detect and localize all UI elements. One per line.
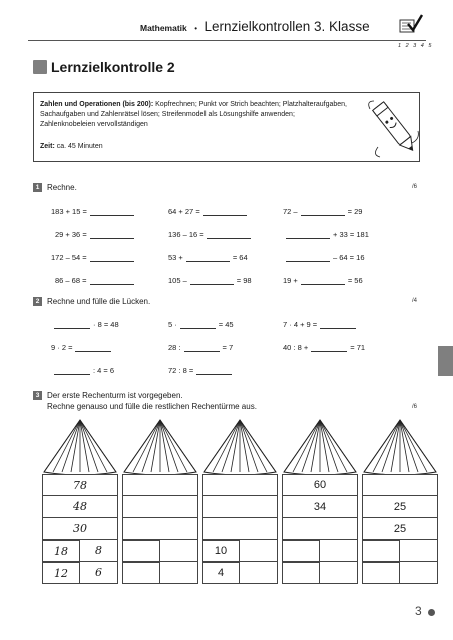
grade-levels: 1 2 3 4 5 xyxy=(398,43,433,49)
answer-blank[interactable] xyxy=(311,343,347,352)
answer-blank[interactable] xyxy=(90,207,134,216)
task2-heading xyxy=(33,296,150,307)
task2-equation xyxy=(168,320,234,329)
answer-blank[interactable] xyxy=(184,343,220,352)
equation-text: = 56 xyxy=(347,276,363,285)
task3-number: 3 xyxy=(33,391,42,400)
equation-text: = 98 xyxy=(236,276,252,285)
calc-tower xyxy=(282,418,358,584)
header-divider xyxy=(28,40,426,41)
tower-cell[interactable] xyxy=(202,518,278,540)
equation-text: 29 + 36 = xyxy=(55,230,87,239)
equation-text: 72 – xyxy=(283,207,298,216)
equation-text: – 64 = 16 xyxy=(333,253,365,262)
equation-text: = 7 xyxy=(222,343,234,352)
task1-equation xyxy=(55,276,137,285)
page-number-dot xyxy=(428,609,435,616)
equation-text: = 29 xyxy=(347,207,363,216)
task2-number: 2 xyxy=(33,297,42,306)
answer-blank[interactable] xyxy=(180,320,216,329)
task1-heading xyxy=(33,182,77,193)
title-marker-icon xyxy=(33,60,47,74)
tower-split-row xyxy=(282,562,358,584)
equation-text: 9 · 2 = xyxy=(51,343,73,352)
tower-roof-icon xyxy=(362,418,438,474)
task2-equation xyxy=(283,343,365,352)
test-title-text: Lernzielkontrolle 2 xyxy=(51,59,175,75)
tower-roof-icon xyxy=(202,418,278,474)
tower-cells xyxy=(42,474,118,584)
tower-split-row xyxy=(202,562,278,584)
tower-cell: 18 xyxy=(42,540,80,562)
task3-line1: Der erste Rechenturm ist vorgegeben. xyxy=(47,391,183,400)
task1-equation xyxy=(283,230,369,239)
answer-blank[interactable] xyxy=(286,230,330,239)
task2-equation xyxy=(168,366,235,375)
tower-cell: 60 xyxy=(282,474,358,496)
answer-blank[interactable] xyxy=(203,207,247,216)
tower-cell: 25 xyxy=(362,496,438,518)
equation-text: 7 · 4 + 9 = xyxy=(283,320,318,329)
checkmark-icon xyxy=(398,14,424,36)
task1-number: 1 xyxy=(33,183,42,192)
tower-cell[interactable] xyxy=(122,518,198,540)
equation-text: = 45 xyxy=(218,320,234,329)
tower-cell[interactable] xyxy=(362,562,400,584)
answer-blank[interactable] xyxy=(90,230,134,239)
equation-text: 40 : 8 + xyxy=(283,343,309,352)
task2-equation xyxy=(283,320,359,329)
header-title: Lernzielkontrollen 3. Klasse xyxy=(204,19,370,34)
answer-blank[interactable] xyxy=(90,276,134,285)
task3-line2: Rechne genauso und fülle die restlichen Rechentürme aus. xyxy=(47,402,257,411)
calc-tower xyxy=(202,418,278,584)
topics-description: Kopfrechnen; Punkt vor Strich beachten; Platzhalteraufgaben, Sachaufgaben und Zahlenrätsel lösen; Streifenmodell als Lösungshilfe anwenden; Zahlenknobeleien vervollständigen xyxy=(40,101,347,128)
task1-equation xyxy=(168,253,248,262)
equation-text: 64 + 27 = xyxy=(168,207,200,216)
answer-blank[interactable] xyxy=(75,343,111,352)
tower-cell[interactable] xyxy=(202,496,278,518)
topics-text xyxy=(40,100,350,130)
equation-text: 28 : xyxy=(168,343,181,352)
tower-cell[interactable] xyxy=(160,540,198,562)
subject-label: Mathematik xyxy=(140,23,187,33)
tower-cells xyxy=(202,474,278,584)
tower-split-row xyxy=(362,562,438,584)
answer-blank[interactable] xyxy=(301,207,345,216)
task3-text xyxy=(47,390,257,412)
tower-split-row xyxy=(282,540,358,562)
task2-equation xyxy=(51,343,114,352)
task1-equation xyxy=(51,207,137,216)
equation-text: 183 + 15 = xyxy=(51,207,87,216)
tower-split-row xyxy=(122,562,198,584)
answer-blank[interactable] xyxy=(196,366,232,375)
tower-cell: 34 xyxy=(282,496,358,518)
task1-equation xyxy=(55,230,137,239)
test-title xyxy=(33,58,175,76)
tower-cell[interactable] xyxy=(122,540,160,562)
equation-text: 105 – xyxy=(168,276,187,285)
task3-points: /6 xyxy=(412,404,418,410)
tower-roof-icon xyxy=(122,418,198,474)
answer-blank[interactable] xyxy=(207,230,251,239)
answer-blank[interactable] xyxy=(320,320,356,329)
task1-equation xyxy=(283,253,365,262)
answer-blank[interactable] xyxy=(54,366,90,375)
tower-cell: 25 xyxy=(362,518,438,540)
tower-roof-icon xyxy=(282,418,358,474)
tower-cell: 6 xyxy=(80,562,118,584)
tower-split-row xyxy=(42,540,118,562)
equation-text: = 71 xyxy=(350,343,366,352)
tower-cell[interactable] xyxy=(160,562,198,584)
pencil-icon xyxy=(364,95,424,161)
tower-cell[interactable] xyxy=(320,540,358,562)
tower-cell[interactable] xyxy=(202,474,278,496)
task3-heading xyxy=(33,390,257,412)
task1-equation xyxy=(283,276,363,285)
tower-cell[interactable] xyxy=(122,496,198,518)
time-label: Zeit: xyxy=(40,143,55,150)
task1-points: /6 xyxy=(412,184,418,190)
calc-tower xyxy=(42,418,118,584)
equation-text: = 64 xyxy=(232,253,248,262)
equation-text: · 8 = 48 xyxy=(93,320,119,329)
task1-equation xyxy=(168,230,254,239)
task1-equation xyxy=(168,276,252,285)
tower-roof-icon xyxy=(42,418,118,474)
tower-cell: 30 xyxy=(42,518,118,540)
task2-equation xyxy=(51,366,114,375)
info-box xyxy=(33,92,420,162)
tower-cell: 12 xyxy=(42,562,80,584)
task2-equation xyxy=(51,320,119,329)
task1-text: Rechne. xyxy=(47,183,77,192)
task1-equation xyxy=(51,253,137,262)
tower-split-row xyxy=(202,540,278,562)
answer-blank[interactable] xyxy=(54,320,90,329)
equation-text: 86 – 68 = xyxy=(55,276,87,285)
equation-text: 19 + xyxy=(283,276,298,285)
tower-cell: 48 xyxy=(42,496,118,518)
tower-cell[interactable] xyxy=(400,562,438,584)
page-header xyxy=(140,18,390,38)
answer-blank[interactable] xyxy=(190,276,234,285)
tower-cell[interactable] xyxy=(362,540,400,562)
topics-label: Zahlen und Operationen (bis 200): xyxy=(40,101,154,108)
time-value: ca. 45 Minuten xyxy=(54,143,103,150)
tower-cell: 4 xyxy=(202,562,240,584)
tower-cell: 8 xyxy=(80,540,118,562)
tower-cell[interactable] xyxy=(282,562,320,584)
task2-points: /4 xyxy=(412,298,418,304)
answer-blank[interactable] xyxy=(90,253,134,262)
tower-cell[interactable] xyxy=(320,562,358,584)
answer-blank[interactable] xyxy=(286,253,330,262)
tower-cell: 10 xyxy=(202,540,240,562)
side-tab-marker xyxy=(438,346,453,376)
tower-cell[interactable] xyxy=(400,540,438,562)
task2-equation xyxy=(168,343,233,352)
answer-blank[interactable] xyxy=(186,253,230,262)
tower-cells xyxy=(122,474,198,584)
tower-cell[interactable] xyxy=(362,474,438,496)
tower-cell: 78 xyxy=(42,474,118,496)
calc-tower xyxy=(362,418,438,584)
answer-blank[interactable] xyxy=(301,276,345,285)
equation-text: + 33 = 181 xyxy=(333,230,369,239)
page-number: 3 xyxy=(415,604,422,618)
equation-text: 5 · xyxy=(168,320,177,329)
tower-cells xyxy=(362,474,438,584)
tower-cell[interactable] xyxy=(122,474,198,496)
tower-split-row xyxy=(42,562,118,584)
task1-equation xyxy=(283,207,362,216)
equation-text: : 4 = 6 xyxy=(93,366,115,375)
tower-cell[interactable] xyxy=(240,540,278,562)
tower-cell[interactable] xyxy=(282,518,358,540)
task2-text: Rechne und fülle die Lücken. xyxy=(47,297,151,306)
task1-equation xyxy=(168,207,250,216)
calc-tower xyxy=(122,418,198,584)
tower-split-row xyxy=(362,540,438,562)
equation-text: 72 : 8 = xyxy=(168,366,194,375)
tower-cells xyxy=(282,474,358,584)
tower-cell[interactable] xyxy=(122,562,160,584)
tower-cell[interactable] xyxy=(240,562,278,584)
tower-cell[interactable] xyxy=(282,540,320,562)
equation-text: 172 – 54 = xyxy=(51,253,87,262)
equation-text: 53 + xyxy=(168,253,183,262)
header-separator: • xyxy=(194,24,198,33)
equation-text: 136 – 16 = xyxy=(168,230,204,239)
tower-split-row xyxy=(122,540,198,562)
time-text xyxy=(40,143,103,150)
